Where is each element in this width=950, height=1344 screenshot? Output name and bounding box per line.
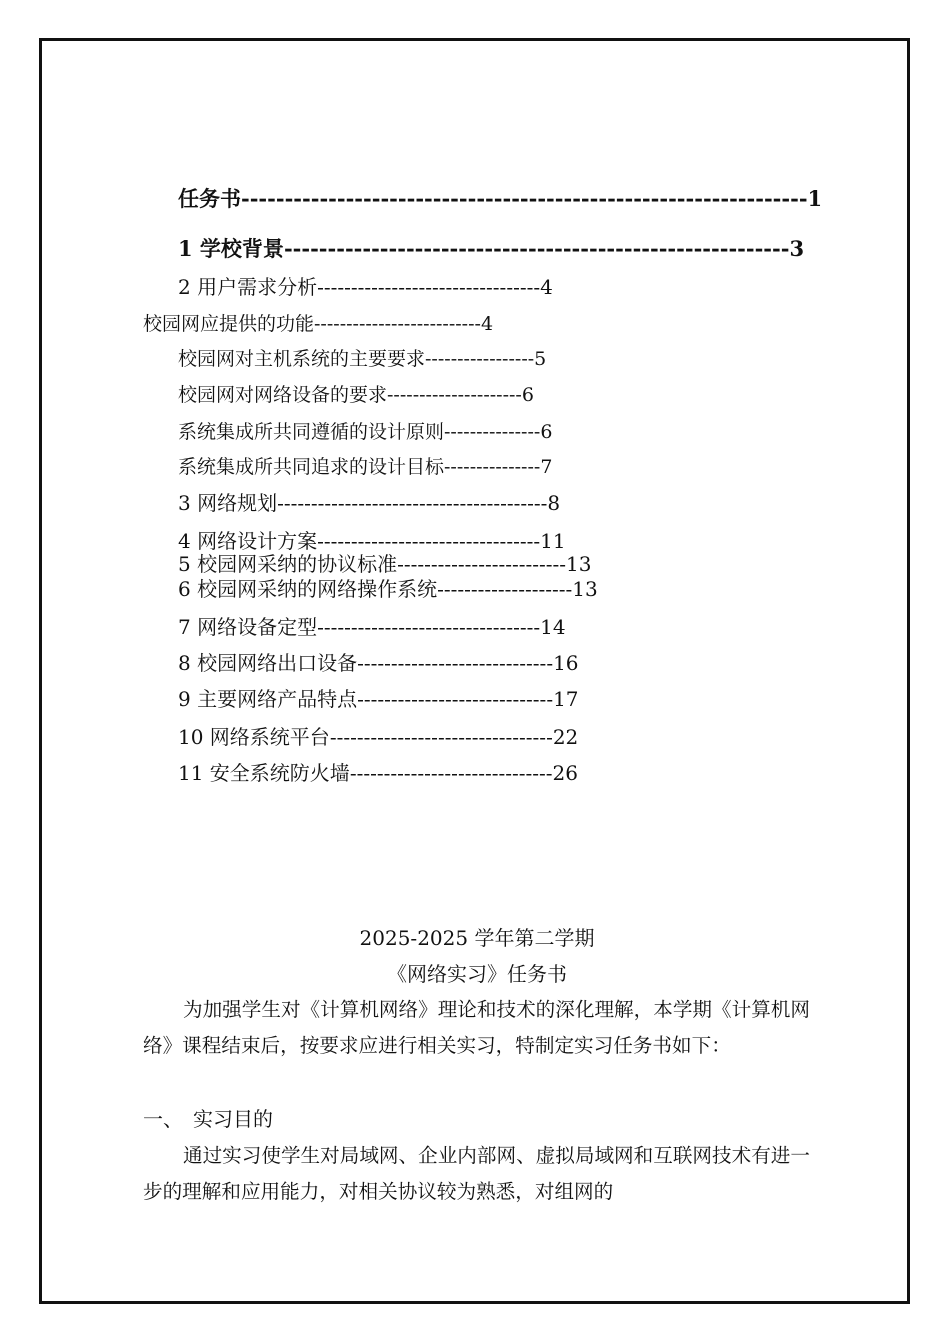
toc-entry-title: 校园网应提供的功能 <box>143 313 315 335</box>
term-line: 2025-2025 学年第二学期 <box>359 926 595 950</box>
toc-entry[interactable] <box>178 686 579 712</box>
toc-entry-leader: ----------------------------------------------------------------- <box>241 186 808 211</box>
toc-entry-title: 校园网对主机系统的主要要求 <box>178 348 426 370</box>
toc-entry-title: 7 网络设备定型 <box>178 615 318 639</box>
toc-entry-leader: -------------------- <box>437 577 573 601</box>
toc-entry-leader: ------------------------- <box>397 552 567 576</box>
toc-entry[interactable] <box>178 551 592 577</box>
toc-entry[interactable] <box>178 614 566 640</box>
toc-entry-page: 6 <box>521 384 534 406</box>
toc-entry-title: 2 用户需求分析 <box>178 275 318 299</box>
toc-entry-leader: --------------------------------- <box>329 725 553 749</box>
toc-entry-leader: --------------------------------- <box>317 275 541 299</box>
toc-entry-title: 10 网络系统平台 <box>178 725 330 749</box>
toc-entry-leader: --------------- <box>444 456 541 478</box>
section-paragraph: 通过实习使学生对局域网、企业内部网、虚拟局域网和互联网技术有进一步的理解和应用能力，对相关协议较为熟悉，对组网的 <box>143 1144 810 1203</box>
toc-entry[interactable] <box>178 274 553 300</box>
toc-entry-leader: ---------------------------------------------------------- <box>283 236 790 261</box>
toc-entry[interactable] <box>178 419 552 445</box>
toc-entry-leader: ------------------------------ <box>349 761 553 785</box>
toc-entry-title: 6 校园网采纳的网络操作系统 <box>178 577 438 601</box>
toc-entry-title: 4 网络设计方案 <box>178 529 318 553</box>
toc-entry[interactable] <box>178 576 598 602</box>
toc-entry-page: 5 <box>534 348 547 370</box>
toc-entry-page: 6 <box>540 421 553 443</box>
toc-entry[interactable] <box>178 724 578 750</box>
toc-entry-leader: ----------------------------- <box>357 651 554 675</box>
document-title: 《网络实习》任务书 <box>387 962 567 986</box>
toc-entry-leader: -------------------------- <box>314 313 481 335</box>
toc-entry-page: 13 <box>572 577 598 601</box>
toc-entry-page: 17 <box>553 687 579 711</box>
toc-entry-page: 3 <box>789 236 805 261</box>
toc-entry-title: 系统集成所共同遵循的设计原则 <box>178 421 445 443</box>
toc-entry-page: 1 <box>807 186 823 211</box>
toc-entry-title: 1 学校背景 <box>178 236 284 261</box>
toc-entry-leader: ---------------------------------------- <box>277 491 548 515</box>
toc-entry-title: 11 安全系统防火墙 <box>178 761 350 785</box>
toc-entry-page: 8 <box>547 491 561 515</box>
toc-entry-leader: ----------------------------- <box>357 687 554 711</box>
toc-entry-title: 任务书 <box>178 186 241 211</box>
toc-entry-leader: --------------------------------- <box>317 615 541 639</box>
toc-entry[interactable] <box>178 454 552 480</box>
toc-entry-title: 校园网对网络设备的要求 <box>178 384 388 406</box>
toc-entry-page: 16 <box>553 651 579 675</box>
toc-entry-page: 14 <box>540 615 566 639</box>
toc-entry[interactable] <box>143 311 493 337</box>
toc-entry-page: 26 <box>552 761 578 785</box>
toc-entry-page: 4 <box>480 313 494 335</box>
toc-entry[interactable] <box>178 650 579 676</box>
toc-entry-leader: --------------------- <box>387 384 522 406</box>
toc-entry-page: 22 <box>552 725 579 749</box>
toc-entry-leader: --------------------------------- <box>317 529 541 553</box>
toc-entry[interactable] <box>178 236 804 262</box>
toc-entry-page: 11 <box>540 529 566 553</box>
toc-entry-page: 7 <box>540 456 553 478</box>
toc-entry[interactable] <box>178 490 560 516</box>
toc-entry[interactable] <box>178 186 822 212</box>
toc-entry-title: 8 校园网络出口设备 <box>178 651 358 675</box>
toc-entry-title: 系统集成所共同追求的设计目标 <box>178 456 445 478</box>
intro-paragraph: 为加强学生对《计算机网络》理论和技术的深化理解，本学期《计算机网络》课程结束后，按要求应进行相关实习，特制定实习任务书如下： <box>143 998 810 1057</box>
toc-entry-page: 13 <box>566 552 592 576</box>
toc-entry[interactable] <box>178 346 546 372</box>
section-heading: 一、 实习目的 <box>143 1107 273 1131</box>
toc-entry-page: 4 <box>540 275 553 299</box>
toc-entry-leader: ----------------- <box>425 348 535 370</box>
toc-entry-title: 3 网络规划 <box>178 491 278 515</box>
toc-entry[interactable] <box>178 760 578 786</box>
toc-entry[interactable] <box>178 382 534 408</box>
toc-entry-title: 9 主要网络产品特点 <box>178 687 358 711</box>
toc-entry-title: 5 校园网采纳的协议标准 <box>178 552 398 576</box>
toc-entry-leader: --------------- <box>444 421 541 443</box>
